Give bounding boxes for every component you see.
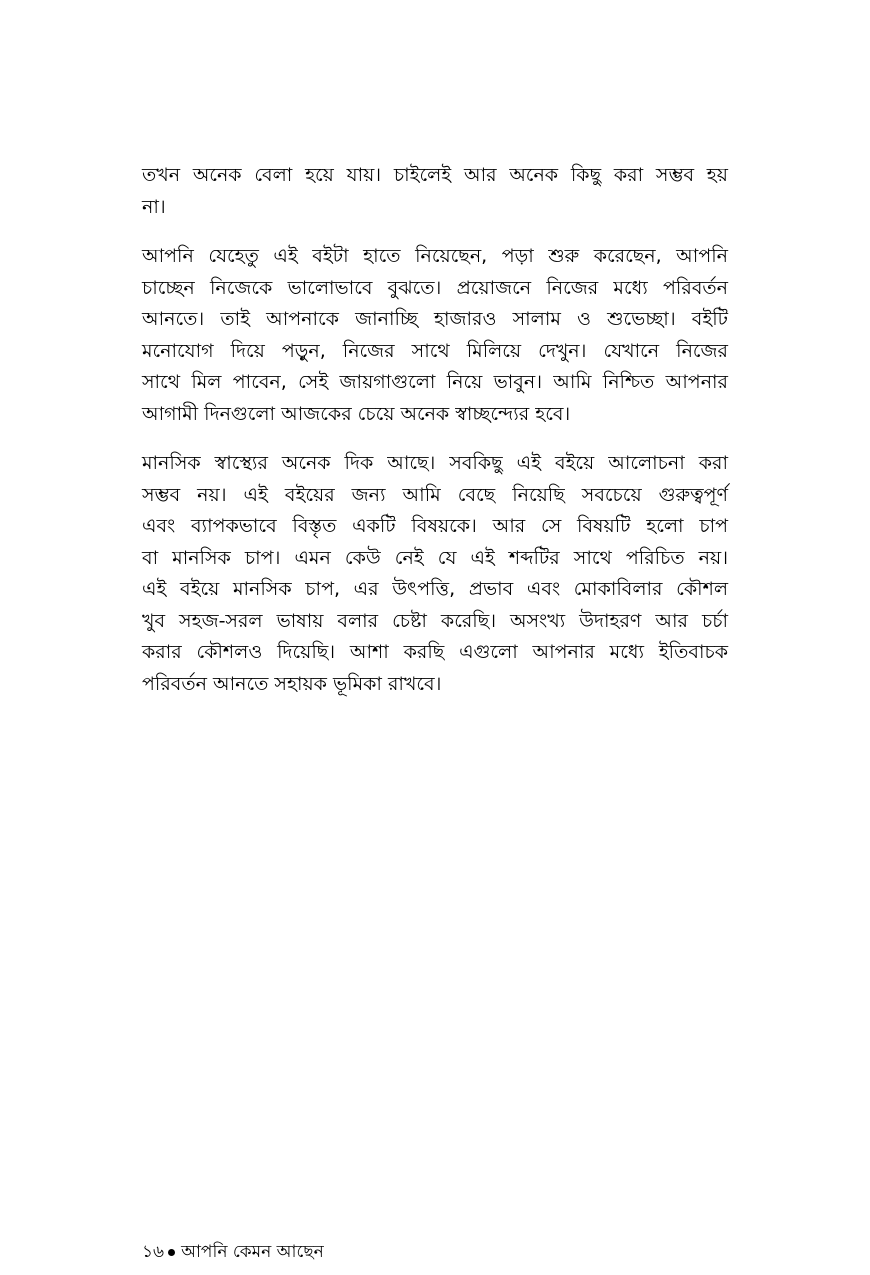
text-line: মানসিক স্বাস্থ্যের অনেক দিক আছে। সবকিছু এই বইয়ে আলোচনা করা: [142, 452, 728, 474]
text-line: আপনি যেহেতু এই বইটা হাতে নিয়েছেন, পড়া শুরু করেছেন, আপনি: [142, 245, 728, 267]
text-line: সাথে মিল পাবেন, সেই জায়গাগুলো নিয়ে ভাবুন। আমি নিশ্চিত আপনার: [142, 371, 728, 393]
text-line: আগামী দিনগুলো আজকের চেয়ে অনেক স্বাচ্ছন্দ্যের হবে।: [142, 402, 571, 425]
text-line: না।: [142, 195, 166, 218]
page-number: ১৬: [142, 1242, 165, 1262]
running-title: আপনি কেমন আছেন: [181, 1242, 324, 1262]
text-line: এই বইয়ে মানসিক চাপ, এর উৎপত্তি, প্রভাব এবং মোকাবিলার কৌশল: [142, 578, 728, 600]
text-line: খুব সহজ-সরল ভাষায় বলার চেষ্টা করেছি। অসংখ্য উদাহরণ আর চর্চা: [142, 609, 728, 632]
text-line: এবং ব্যাপকভাবে বিস্তৃত একটি বিষয়কে। আর সে বিষয়টি হলো চাপ: [142, 515, 728, 537]
paragraph-3: [142, 448, 728, 700]
page-footer: [142, 1240, 324, 1264]
text-line: সম্ভব নয়। এই বইয়ের জন্য আমি বেছে নিয়েছি সবচেয়ে গুরুত্বপূর্ণ: [142, 483, 728, 506]
text-line: করার কৌশলও দিয়েছি। আশা করছি এগুলো আপনার মধ্যে ইতিবাচক: [142, 641, 728, 663]
text-line: মনোযোগ দিয়ে পড়ুন, নিজের সাথে মিলিয়ে দেখুন। যেখানে নিজের: [142, 339, 728, 362]
text-line: বা মানসিক চাপ। এমন কেউ নেই যে এই শব্দটির সাথে পরিচিত নয়।: [142, 546, 728, 569]
text-line: চাচ্ছেন নিজেকে ভালোভাবে বুঝতে। প্রয়োজনে নিজের মধ্যে পরিবর্তন: [142, 276, 728, 299]
text-line: তখন অনেক বেলা হয়ে যায়। চাইলেই আর অনেক কিছু করা সম্ভব হয়: [142, 164, 728, 186]
text-line: পরিবর্তন আনতে সহায়ক ভূমিকা রাখবে।: [142, 672, 442, 695]
paragraph-2: [142, 241, 728, 430]
paragraph-1: [142, 160, 728, 223]
text-line: আনতে। তাই আপনাকে জানাচ্ছি হাজারও সালাম ও শুভেচ্ছা। বইটি: [142, 308, 728, 330]
page-body: [142, 160, 728, 718]
bullet-icon: [168, 1249, 175, 1256]
